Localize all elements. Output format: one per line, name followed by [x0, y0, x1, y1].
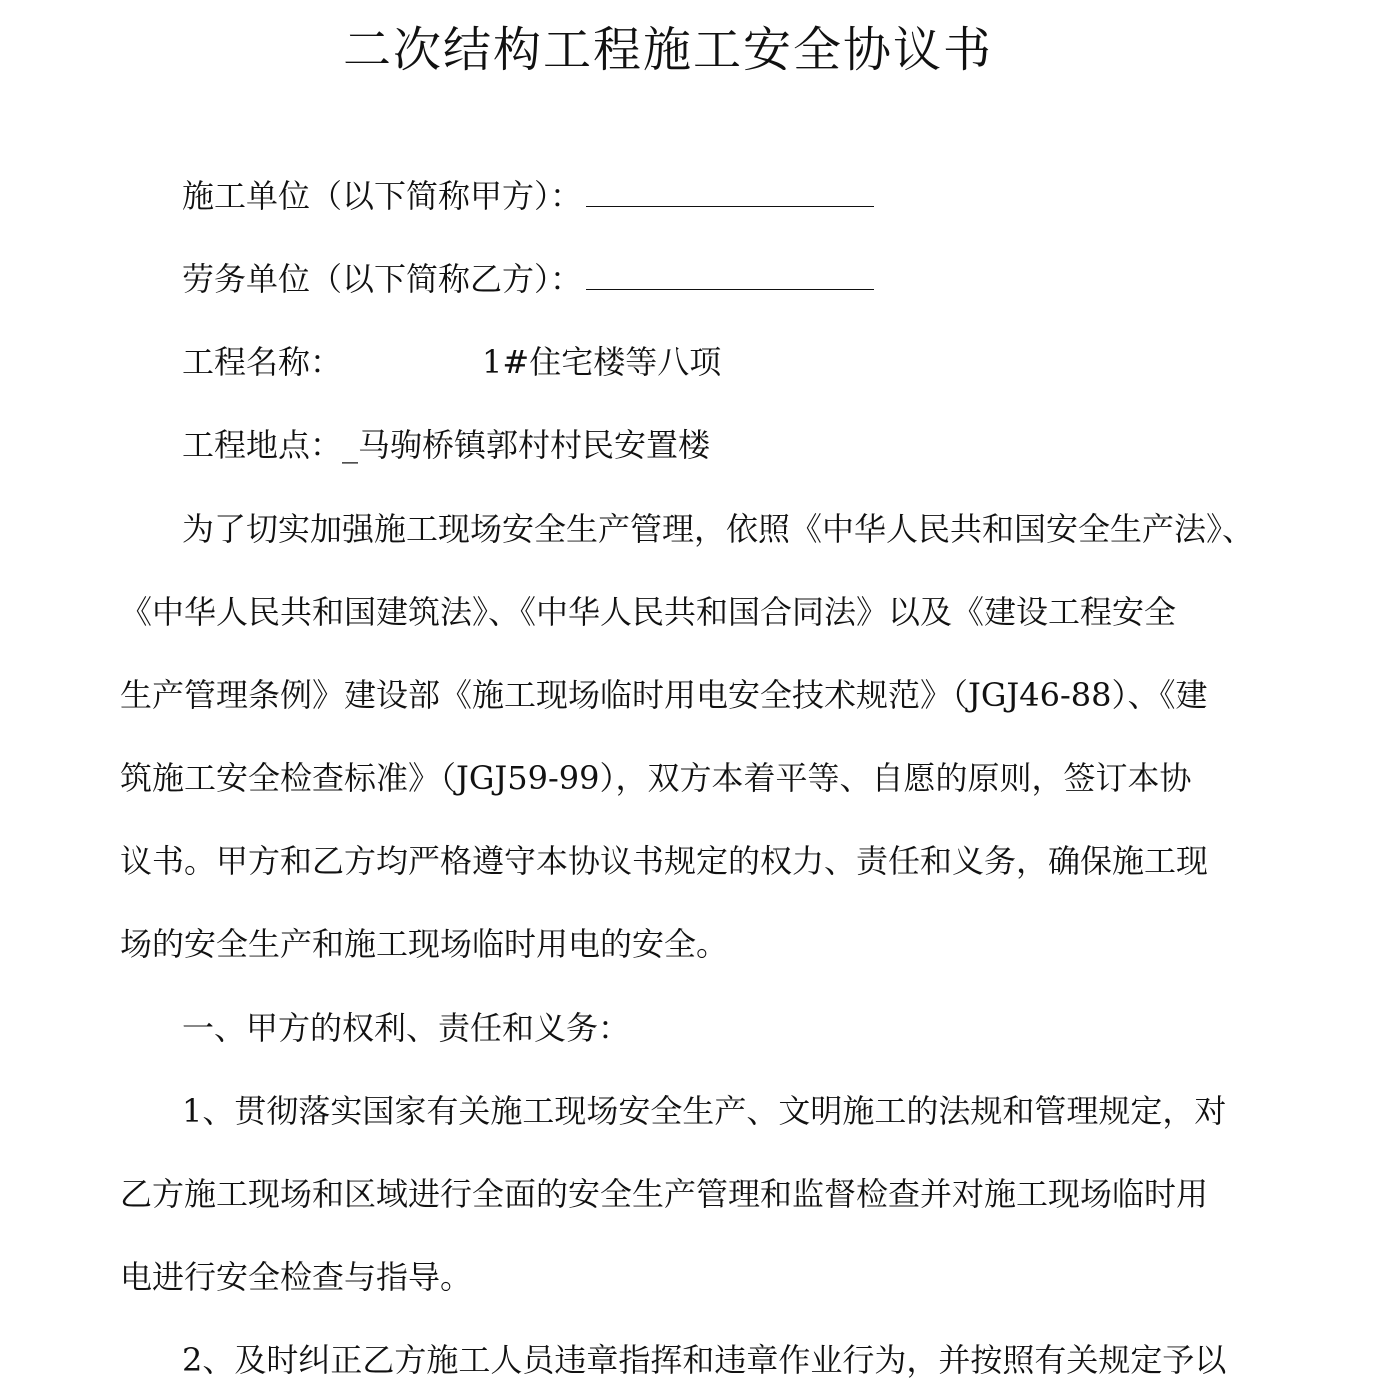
paragraph-line: 为了切实加强施工现场安全生产管理，依照《中华人民共和国安全生产法》、 — [182, 510, 1255, 548]
project-name-field — [182, 340, 1282, 384]
party-b-blank — [586, 261, 874, 290]
project-location-value: _马驹桥镇郭村村民安置楼 — [342, 426, 711, 464]
party-a-field — [182, 174, 1282, 218]
paragraph-line: 议书。甲方和乙方均严格遵守本协议书规定的权力、责任和义务，确保施工现 — [120, 842, 1209, 880]
paragraph-line: 1、贯彻落实国家有关施工现场安全生产、文明施工的法规和管理规定，对 — [182, 1092, 1227, 1130]
project-location-label: 工程地点： — [182, 426, 343, 464]
paragraph-line: 《中华人民共和国建筑法》、《中华人民共和国合同法》以及《建设工程安全 — [120, 593, 1177, 631]
paragraph-line: 生产管理条例》建设部《施工现场临时用电安全技术规范》（JGJ46-88）、《建 — [120, 676, 1208, 714]
project-location-field — [182, 423, 1282, 467]
party-a-label: 施工单位（以下简称甲方）： — [182, 177, 583, 215]
document-title: 二次结构工程施工安全协议书 — [342, 22, 993, 78]
paragraph-line: 场的安全生产和施工现场临时用电的安全。 — [120, 925, 729, 963]
paragraph-line: 2、及时纠正乙方施工人员违章指挥和违章作业行为，并按照有关规定予以 — [182, 1341, 1227, 1379]
party-b-field — [182, 257, 1282, 301]
paragraph-line: 乙方施工现场和区域进行全面的安全生产管理和监督检查并对施工现场临时用 — [120, 1175, 1209, 1213]
party-b-label: 劳务单位（以下简称乙方）： — [182, 260, 583, 298]
section-heading: 一、甲方的权利、责任和义务： — [182, 1009, 631, 1047]
paragraph-line: 电进行安全检查与指导。 — [120, 1258, 473, 1296]
party-a-blank — [586, 178, 874, 207]
paragraph-line: 筑施工安全检查标准》（JGJ59-99），双方本着平等、自愿的原则，签订本协 — [120, 759, 1192, 797]
project-name-value: 1#住宅楼等八项 — [482, 343, 722, 381]
project-name-label: 工程名称： — [182, 343, 343, 381]
